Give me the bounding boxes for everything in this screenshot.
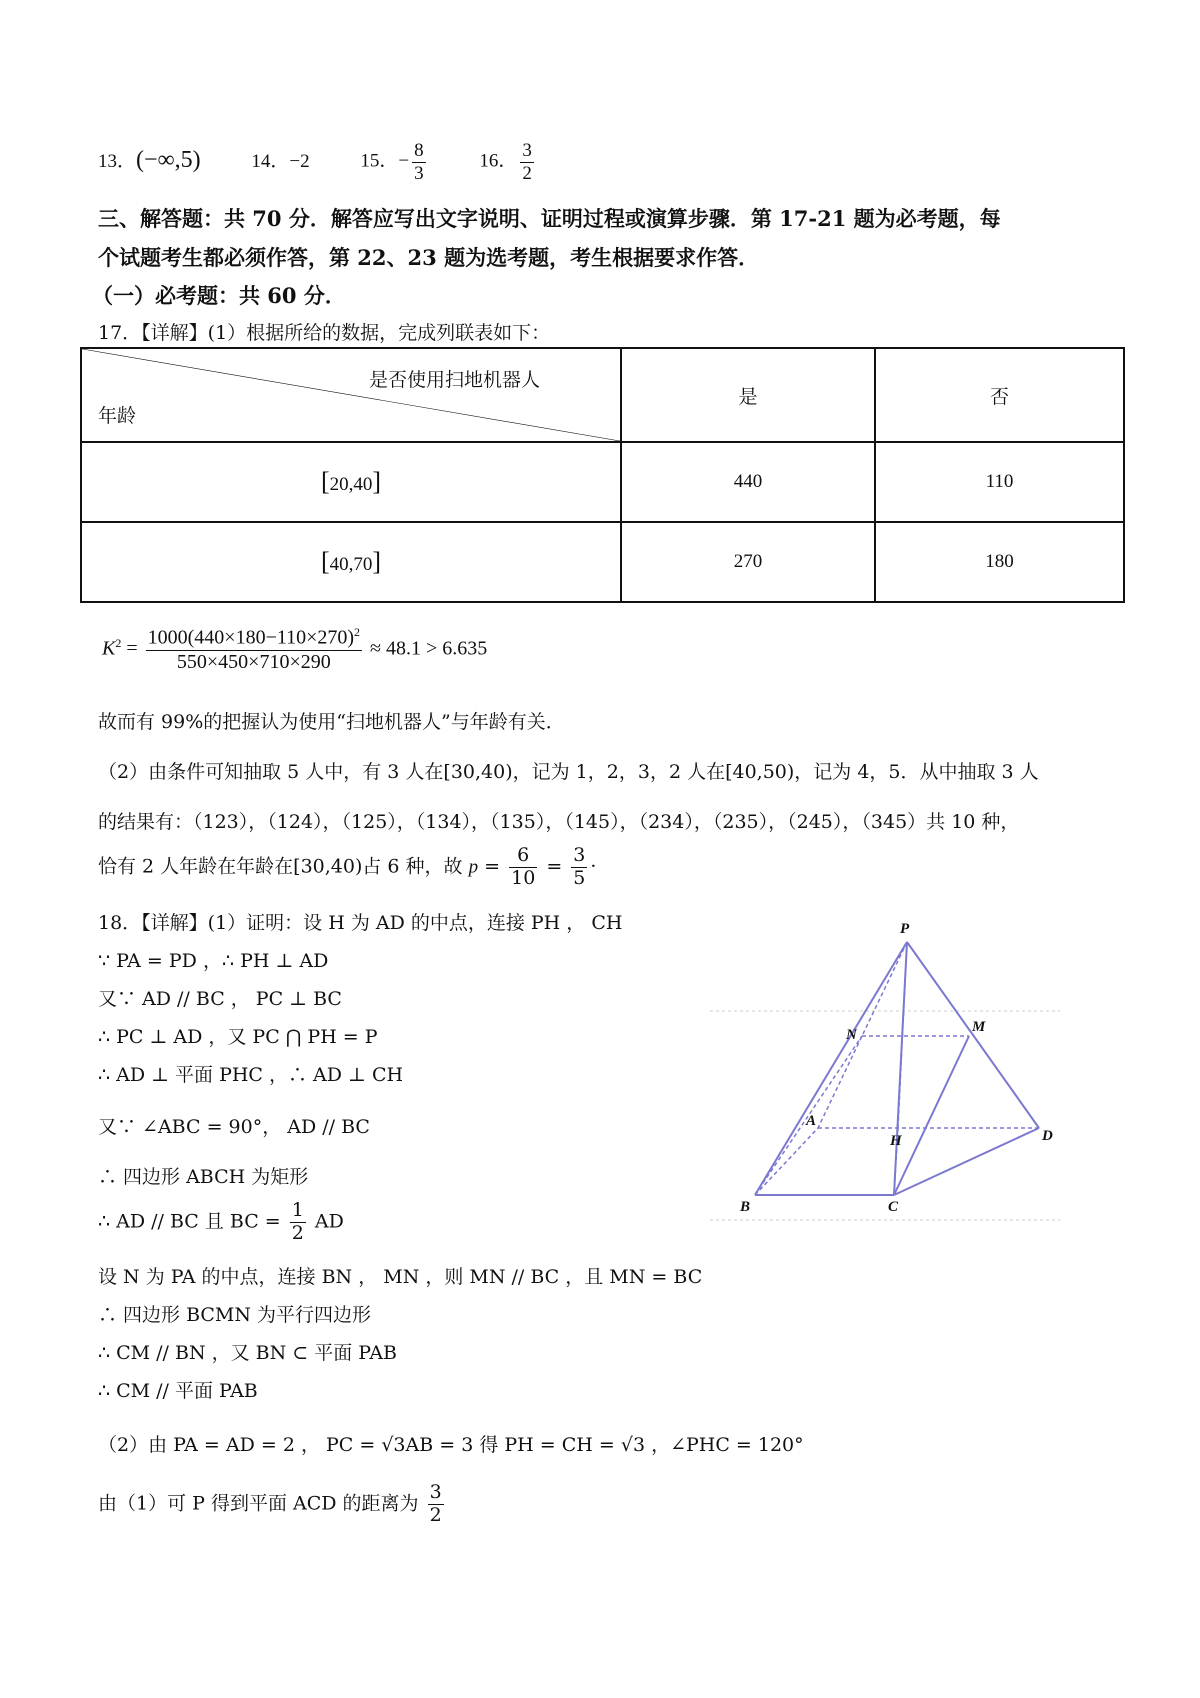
- label-B: B: [740, 1199, 751, 1215]
- edge-CM: [894, 1036, 969, 1195]
- cell-no: 110: [875, 442, 1124, 522]
- q18-line-6: ∴ 四边形 ABCH 为矩形: [98, 1166, 309, 1188]
- answers-line: [98, 140, 583, 185]
- label-M: M: [972, 1019, 986, 1035]
- cell-yes: 270: [621, 522, 875, 602]
- answer-14: 14．−2: [251, 150, 310, 172]
- label-D: D: [1042, 1128, 1053, 1144]
- diagonal-line: [82, 349, 620, 441]
- q18-part2: （2）由 PA = AD = 2 ， PC = √3AB = 3 得 PH = CH = √3 ，∠PHC = 120°: [98, 1434, 804, 1456]
- q17-conclusion: 故而有 99%的把握认为使用“扫地机器人”与年龄有关．: [98, 711, 565, 733]
- q18-line-4: ∴ AD ⊥ 平面 PHC ，∴ AD ⊥ CH: [98, 1064, 404, 1086]
- edge-PB: [755, 942, 907, 1195]
- section3-line2: 个试题考生都必须作答，第 22、23 题为选考题，考生根据要求作答．: [98, 245, 760, 270]
- section3-line1: 三、解答题：共 70 分．解答应写出文字说明、证明过程或演算步骤．第 17-21 题为必考题，每: [98, 206, 1001, 231]
- q18-line-0: 18．【详解】(1）证明：设 H 为 AD 的中点，连接 PH ， CH: [98, 912, 623, 934]
- header-yes: 是: [621, 348, 875, 442]
- answer-13: 13．(−∞,5): [98, 146, 201, 173]
- edge-BA: [755, 1128, 818, 1195]
- k-squared-formula: $K^2$ = $\frac{1000(440\times 180-110\times 270)^2}{550\times 450\times 710\times 290}$ ≈ 48.1 > 6.635: [102, 625, 488, 673]
- row-label: [40,70]: [81, 522, 621, 602]
- table-row: [81, 522, 1124, 602]
- answer-15: 15．− $\frac{8}{3}$: [360, 140, 424, 184]
- q18-line2-2: ∴ CM // BN ，又 BN ⊂ 平面 PAB: [98, 1342, 398, 1364]
- section3-sub: （一）必考题：共 60 分．: [92, 283, 346, 308]
- label-H: H: [890, 1133, 902, 1149]
- q18-line2-3: ∴ CM // 平面 PAB: [98, 1380, 258, 1402]
- q18-line-half: ∴ AD // BC 且 BC = $\frac{1}{2}$ AD: [98, 1199, 344, 1244]
- label-C: C: [888, 1199, 899, 1215]
- label-A: A: [806, 1113, 817, 1129]
- q18-line2-0: 设 N 为 PA 的中点，连接 BN ， MN ，则 MN // BC ，且 MN = BC: [98, 1266, 703, 1288]
- q18-line-3: ∴ PC ⊥ AD ，又 PC ⋂ PH = P: [98, 1026, 378, 1048]
- edge-PD: [907, 942, 1039, 1128]
- q18-line-1: ∵ PA = PD ，∴ PH ⊥ AD: [98, 950, 329, 972]
- label-P: P: [900, 921, 910, 937]
- cell-no: 180: [875, 522, 1124, 602]
- q18-part2b: 由（1）可 P 得到平面 ACD 的距离为 $\frac{3}{2}$: [98, 1481, 442, 1526]
- q17-intro: 17．【详解】(1）根据所给的数据，完成列联表如下：: [98, 322, 551, 344]
- edge-CD: [894, 1128, 1039, 1195]
- pyramid-figure: [710, 915, 1070, 1235]
- q18-line2-1: ∴ 四边形 BCMN 为平行四边形: [98, 1304, 372, 1326]
- header-age: 年龄: [98, 406, 137, 427]
- q17-part2-line2: 的结果有：（123），（124），（125），（134），（135），（145），（234），（235），（245），（345）共 10 种，: [98, 811, 1020, 833]
- answer-16: 16． $\frac{3}{2}$: [479, 140, 532, 184]
- edge-PA: [818, 942, 907, 1128]
- label-N: N: [846, 1027, 857, 1043]
- q18-line-2: 又∵ AD // BC ， PC ⊥ BC: [98, 988, 342, 1010]
- header-no: 否: [875, 348, 1124, 442]
- q17-part2-line3: 恰有 2 人年龄在年龄在[30,40)占 6 种，故 p = $\frac{6}{10}$ = $\frac{3}{5}$ ·: [98, 844, 597, 889]
- table-diagonal-header: [81, 348, 621, 442]
- q17-part2-line1: （2）由条件可知抽取 5 人中，有 3 人在[30,40)，记为 1，2，3，2 人在[40,50)，记为 4，5．从中抽取 3 人: [98, 761, 1039, 783]
- table-row: [81, 442, 1124, 522]
- row-label: [20,40]: [81, 442, 621, 522]
- cell-yes: 440: [621, 442, 875, 522]
- contingency-table: [80, 347, 1125, 603]
- header-usage: 是否使用扫地机器人: [368, 370, 540, 391]
- q18-line-5: 又∵ ∠ABC = 90°， AD // BC: [98, 1116, 370, 1138]
